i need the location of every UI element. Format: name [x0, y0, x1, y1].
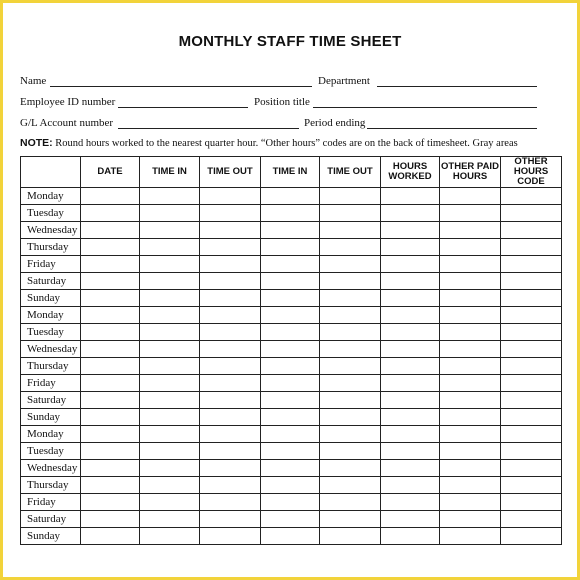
table-row: [21, 324, 562, 341]
other-paid-hours-cell[interactable]: [440, 256, 501, 273]
time-out-1-cell[interactable]: [200, 307, 261, 324]
date-cell[interactable]: [81, 511, 140, 528]
time-out-1-cell[interactable]: [200, 222, 261, 239]
employee-id-label: Employee ID number: [20, 96, 116, 108]
date-cell[interactable]: [81, 460, 140, 477]
time-out-1-cell[interactable]: [200, 477, 261, 494]
other-paid-hours-cell[interactable]: [440, 494, 501, 511]
other-hours-code-cell[interactable]: [501, 375, 562, 392]
hours-worked-cell[interactable]: [381, 358, 440, 375]
time-out-2-cell[interactable]: [320, 222, 381, 239]
other-hours-code-cell[interactable]: [501, 511, 562, 528]
header-time-out-1: TIME OUT: [200, 157, 261, 188]
table-row: [21, 188, 562, 205]
hours-worked-cell[interactable]: [381, 477, 440, 494]
header-other-paid-hours: OTHER PAID HOURS: [440, 157, 501, 188]
date-cell[interactable]: [81, 222, 140, 239]
hours-worked-cell[interactable]: [381, 392, 440, 409]
date-cell[interactable]: [81, 205, 140, 222]
page-title: MONTHLY STAFF TIME SHEET: [178, 33, 402, 50]
date-cell[interactable]: [81, 273, 140, 290]
table-row: [21, 460, 562, 477]
other-paid-hours-cell[interactable]: [440, 290, 501, 307]
time-in-2-cell[interactable]: [261, 375, 320, 392]
date-cell[interactable]: [81, 256, 140, 273]
time-out-2-cell[interactable]: [320, 460, 381, 477]
other-hours-code-cell[interactable]: [501, 341, 562, 358]
other-hours-code-cell[interactable]: [501, 443, 562, 460]
time-in-1-cell[interactable]: [140, 324, 200, 341]
time-out-1-cell[interactable]: [200, 273, 261, 290]
time-out-1-cell[interactable]: [200, 392, 261, 409]
time-out-2-cell[interactable]: [320, 477, 381, 494]
date-cell[interactable]: [81, 358, 140, 375]
time-in-1-cell[interactable]: [140, 426, 200, 443]
other-hours-code-cell[interactable]: [501, 290, 562, 307]
day-cell: Tuesday: [21, 205, 81, 222]
time-in-1-cell[interactable]: [140, 222, 200, 239]
time-out-2-cell[interactable]: [320, 324, 381, 341]
time-out-2-cell[interactable]: [320, 341, 381, 358]
time-out-2-cell[interactable]: [320, 188, 381, 205]
hours-worked-cell[interactable]: [381, 239, 440, 256]
day-cell: Monday: [21, 188, 81, 205]
table-row: [21, 341, 562, 358]
hours-worked-cell[interactable]: [381, 290, 440, 307]
day-cell: Wednesday: [21, 341, 81, 358]
department-field[interactable]: [377, 86, 537, 87]
time-out-2-cell[interactable]: [320, 256, 381, 273]
time-in-2-cell[interactable]: [261, 324, 320, 341]
table-header-row: [21, 157, 562, 188]
other-paid-hours-cell[interactable]: [440, 239, 501, 256]
time-out-1-cell[interactable]: [200, 239, 261, 256]
other-paid-hours-cell[interactable]: [440, 409, 501, 426]
day-cell: Wednesday: [21, 222, 81, 239]
time-in-2-cell[interactable]: [261, 290, 320, 307]
other-paid-hours-cell[interactable]: [440, 273, 501, 290]
day-cell: Saturday: [21, 392, 81, 409]
time-in-1-cell[interactable]: [140, 239, 200, 256]
table-row: [21, 494, 562, 511]
date-cell[interactable]: [81, 477, 140, 494]
other-paid-hours-cell[interactable]: [440, 358, 501, 375]
time-in-1-cell[interactable]: [140, 528, 200, 545]
other-paid-hours-cell[interactable]: [440, 426, 501, 443]
time-in-1-cell[interactable]: [140, 392, 200, 409]
hours-worked-cell[interactable]: [381, 511, 440, 528]
table-row: [21, 307, 562, 324]
date-cell[interactable]: [81, 341, 140, 358]
name-field[interactable]: [50, 86, 312, 87]
time-out-1-cell[interactable]: [200, 460, 261, 477]
other-paid-hours-cell[interactable]: [440, 443, 501, 460]
other-hours-code-cell[interactable]: [501, 222, 562, 239]
hours-worked-cell[interactable]: [381, 188, 440, 205]
time-in-2-cell[interactable]: [261, 511, 320, 528]
other-hours-code-cell[interactable]: [501, 477, 562, 494]
hours-worked-cell[interactable]: [381, 375, 440, 392]
time-out-1-cell[interactable]: [200, 324, 261, 341]
day-cell: Sunday: [21, 409, 81, 426]
time-out-2-cell[interactable]: [320, 392, 381, 409]
other-paid-hours-cell[interactable]: [440, 511, 501, 528]
table-row: [21, 409, 562, 426]
time-out-2-cell[interactable]: [320, 511, 381, 528]
header-time-in-1: TIME IN: [140, 157, 200, 188]
time-out-1-cell[interactable]: [200, 528, 261, 545]
gl-account-field[interactable]: [118, 128, 299, 129]
account-period-row: [20, 117, 540, 133]
date-cell[interactable]: [81, 409, 140, 426]
time-out-2-cell[interactable]: [320, 426, 381, 443]
time-out-1-cell[interactable]: [200, 341, 261, 358]
time-in-2-cell[interactable]: [261, 222, 320, 239]
table-row: [21, 477, 562, 494]
table-row: [21, 392, 562, 409]
day-cell: Friday: [21, 256, 81, 273]
time-in-2-cell[interactable]: [261, 494, 320, 511]
other-paid-hours-cell[interactable]: [440, 205, 501, 222]
other-hours-code-cell[interactable]: [501, 239, 562, 256]
time-out-2-cell[interactable]: [320, 409, 381, 426]
table-row: [21, 528, 562, 545]
hours-worked-cell[interactable]: [381, 256, 440, 273]
day-cell: Sunday: [21, 528, 81, 545]
time-in-2-cell[interactable]: [261, 239, 320, 256]
time-in-2-cell[interactable]: [261, 443, 320, 460]
date-cell[interactable]: [81, 290, 140, 307]
hours-worked-cell[interactable]: [381, 443, 440, 460]
time-in-1-cell[interactable]: [140, 188, 200, 205]
department-label: Department: [318, 75, 370, 87]
time-in-2-cell[interactable]: [261, 307, 320, 324]
header-hours-worked: HOURS WORKED: [381, 157, 440, 188]
time-in-1-cell[interactable]: [140, 358, 200, 375]
day-cell: Thursday: [21, 358, 81, 375]
hours-worked-cell[interactable]: [381, 460, 440, 477]
time-in-1-cell[interactable]: [140, 409, 200, 426]
date-cell[interactable]: [81, 443, 140, 460]
time-out-1-cell[interactable]: [200, 290, 261, 307]
time-in-1-cell[interactable]: [140, 511, 200, 528]
time-out-1-cell[interactable]: [200, 443, 261, 460]
time-in-2-cell[interactable]: [261, 256, 320, 273]
table-row: [21, 239, 562, 256]
table-row: [21, 443, 562, 460]
time-out-2-cell[interactable]: [320, 494, 381, 511]
other-hours-code-cell[interactable]: [501, 358, 562, 375]
header-date: DATE: [81, 157, 140, 188]
other-paid-hours-cell[interactable]: [440, 375, 501, 392]
time-in-1-cell[interactable]: [140, 341, 200, 358]
time-out-1-cell[interactable]: [200, 256, 261, 273]
date-cell[interactable]: [81, 528, 140, 545]
time-in-2-cell[interactable]: [261, 273, 320, 290]
hours-worked-cell[interactable]: [381, 409, 440, 426]
other-hours-code-cell[interactable]: [501, 256, 562, 273]
note-text: [20, 137, 570, 149]
other-hours-code-cell[interactable]: [501, 188, 562, 205]
name-label: Name: [20, 75, 47, 87]
table-row: [21, 358, 562, 375]
other-paid-hours-cell[interactable]: [440, 392, 501, 409]
time-out-1-cell[interactable]: [200, 358, 261, 375]
other-hours-code-cell[interactable]: [501, 494, 562, 511]
time-out-2-cell[interactable]: [320, 358, 381, 375]
other-hours-code-cell[interactable]: [501, 426, 562, 443]
time-out-2-cell[interactable]: [320, 239, 381, 256]
period-ending-label: Period ending: [304, 117, 366, 129]
date-cell[interactable]: [81, 324, 140, 341]
time-in-2-cell[interactable]: [261, 426, 320, 443]
date-cell[interactable]: [81, 307, 140, 324]
day-cell: Monday: [21, 307, 81, 324]
other-hours-code-cell[interactable]: [501, 324, 562, 341]
day-cell: Wednesday: [21, 460, 81, 477]
name-department-row: [20, 75, 540, 91]
gl-account-label: G/L Account number: [20, 117, 114, 129]
time-out-1-cell[interactable]: [200, 426, 261, 443]
hours-worked-cell[interactable]: [381, 307, 440, 324]
time-in-1-cell[interactable]: [140, 375, 200, 392]
time-out-2-cell[interactable]: [320, 273, 381, 290]
day-cell: Friday: [21, 375, 81, 392]
time-out-2-cell[interactable]: [320, 375, 381, 392]
day-cell: Sunday: [21, 290, 81, 307]
time-in-2-cell[interactable]: [261, 392, 320, 409]
date-cell[interactable]: [81, 392, 140, 409]
other-hours-code-cell[interactable]: [501, 528, 562, 545]
time-in-1-cell[interactable]: [140, 494, 200, 511]
time-in-2-cell[interactable]: [261, 528, 320, 545]
day-cell: Monday: [21, 426, 81, 443]
time-out-2-cell[interactable]: [320, 307, 381, 324]
table-row: [21, 222, 562, 239]
hours-worked-cell[interactable]: [381, 494, 440, 511]
header-time-in-2: TIME IN: [261, 157, 320, 188]
table-row: [21, 256, 562, 273]
day-cell: Friday: [21, 494, 81, 511]
date-cell[interactable]: [81, 188, 140, 205]
other-paid-hours-cell[interactable]: [440, 307, 501, 324]
other-hours-code-cell[interactable]: [501, 273, 562, 290]
other-paid-hours-cell[interactable]: [440, 528, 501, 545]
time-in-2-cell[interactable]: [261, 460, 320, 477]
other-hours-code-cell[interactable]: [501, 205, 562, 222]
time-out-1-cell[interactable]: [200, 494, 261, 511]
hours-worked-cell[interactable]: [381, 426, 440, 443]
table-row: [21, 290, 562, 307]
other-hours-code-cell[interactable]: [501, 409, 562, 426]
day-cell: Thursday: [21, 239, 81, 256]
time-out-1-cell[interactable]: [200, 511, 261, 528]
time-in-1-cell[interactable]: [140, 443, 200, 460]
table-body: [21, 188, 562, 545]
other-hours-code-cell[interactable]: [501, 460, 562, 477]
time-in-2-cell[interactable]: [261, 205, 320, 222]
day-cell: Thursday: [21, 477, 81, 494]
time-out-2-cell[interactable]: [320, 443, 381, 460]
day-cell: Saturday: [21, 273, 81, 290]
time-out-2-cell[interactable]: [320, 528, 381, 545]
period-ending-field[interactable]: [367, 128, 537, 129]
table-row: [21, 205, 562, 222]
time-in-2-cell[interactable]: [261, 477, 320, 494]
time-out-2-cell[interactable]: [320, 205, 381, 222]
day-cell: Tuesday: [21, 443, 81, 460]
time-in-1-cell[interactable]: [140, 307, 200, 324]
employee-id-field[interactable]: [118, 107, 248, 108]
other-hours-code-cell[interactable]: [501, 392, 562, 409]
table-row: [21, 426, 562, 443]
day-cell: Tuesday: [21, 324, 81, 341]
date-cell[interactable]: [81, 239, 140, 256]
time-out-1-cell[interactable]: [200, 205, 261, 222]
time-sheet-page: [3, 3, 577, 577]
header-time-out-2: TIME OUT: [320, 157, 381, 188]
other-paid-hours-cell[interactable]: [440, 324, 501, 341]
hours-worked-cell[interactable]: [381, 222, 440, 239]
note-body: Round hours worked to the nearest quarter hour. “Other hours” codes are on the back of timesheet. Gray areas: [55, 138, 518, 149]
time-in-1-cell[interactable]: [140, 290, 200, 307]
table-row: [21, 273, 562, 290]
day-cell: Saturday: [21, 511, 81, 528]
hours-worked-cell[interactable]: [381, 205, 440, 222]
time-in-1-cell[interactable]: [140, 273, 200, 290]
time-out-1-cell[interactable]: [200, 375, 261, 392]
hours-worked-cell[interactable]: [381, 341, 440, 358]
time-in-2-cell[interactable]: [261, 188, 320, 205]
time-in-2-cell[interactable]: [261, 341, 320, 358]
time-out-2-cell[interactable]: [320, 290, 381, 307]
hours-worked-cell[interactable]: [381, 528, 440, 545]
other-paid-hours-cell[interactable]: [440, 341, 501, 358]
time-in-2-cell[interactable]: [261, 358, 320, 375]
table-row: [21, 375, 562, 392]
time-in-1-cell[interactable]: [140, 256, 200, 273]
time-in-1-cell[interactable]: [140, 460, 200, 477]
date-cell[interactable]: [81, 494, 140, 511]
time-out-1-cell[interactable]: [200, 188, 261, 205]
position-title-label: Position title: [254, 96, 310, 108]
header-other-hours-code: OTHER HOURS CODE: [501, 157, 562, 188]
date-cell[interactable]: [81, 375, 140, 392]
table-row: [21, 511, 562, 528]
other-paid-hours-cell[interactable]: [440, 460, 501, 477]
time-in-1-cell[interactable]: [140, 205, 200, 222]
note-label: NOTE:: [20, 137, 53, 149]
other-hours-code-cell[interactable]: [501, 307, 562, 324]
time-out-1-cell[interactable]: [200, 409, 261, 426]
hours-worked-cell[interactable]: [381, 324, 440, 341]
position-title-field[interactable]: [313, 107, 537, 108]
employee-position-row: [20, 96, 540, 112]
hours-worked-cell[interactable]: [381, 273, 440, 290]
header-day: [21, 157, 81, 188]
time-sheet-table: [20, 156, 562, 545]
time-in-2-cell[interactable]: [261, 409, 320, 426]
other-paid-hours-cell[interactable]: [440, 222, 501, 239]
other-paid-hours-cell[interactable]: [440, 477, 501, 494]
other-paid-hours-cell[interactable]: [440, 188, 501, 205]
time-in-1-cell[interactable]: [140, 477, 200, 494]
date-cell[interactable]: [81, 426, 140, 443]
